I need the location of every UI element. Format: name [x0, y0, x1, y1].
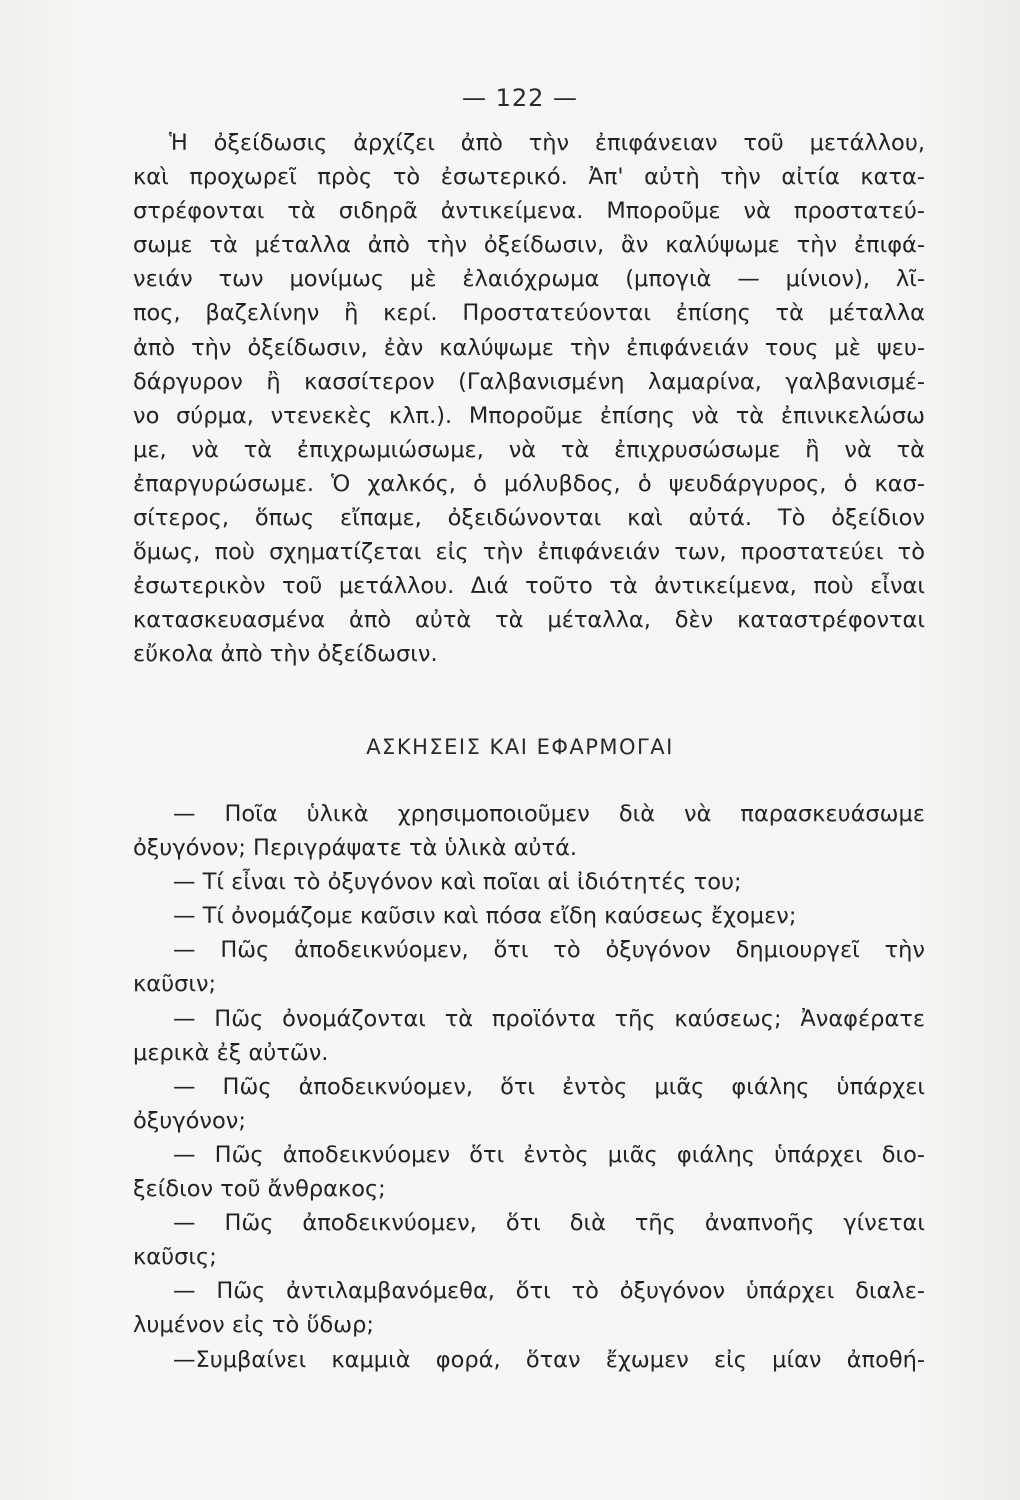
exercise-question-line: —Συμβαίνει καμμιὰ φορά, ὅταν ἔχωμεν εἰς μίαν ἀποθή- [173, 1346, 925, 1373]
paragraph-line: πος, βαζελίνην ἢ κερί. Προστατεύονται ἐπίσης τὰ μέταλλα [133, 300, 925, 327]
paragraph-line: ἐσωτερικὸν τοῦ μετάλλου. Διά τοῦτο τὰ ἀντικείμενα, ποὺ εἶναι [133, 573, 925, 600]
exercise-continuation-line: καῦσις; [133, 1244, 217, 1271]
paragraph-line: Ἡ ὀξείδωσις ἀρχίζει ἀπὸ τὴν ἐπιφάνειαν τοῦ μετάλλου, [169, 130, 925, 156]
section-heading: ΑΣΚΗΣΕΙΣ ΚΑΙ ΕΦΑΡΜΟΓΑΙ [366, 735, 674, 759]
exercise-continuation-line: μερικὰ ἐξ αὐτῶν. [133, 1039, 329, 1066]
exercise-question-line: — Ποῖα ὑλικὰ χρησιμοποιοῦμεν διὰ νὰ παρασκευάσωμε [173, 801, 925, 827]
paragraph-line: δάργυρον ἢ κασσίτερον (Γαλβανισμένη λαμαρίνα, γαλβανισμέ- [133, 368, 925, 395]
exercise-question-line: — Πῶς ἀποδεικνύομεν, ὅτι τὸ ὀξυγόνον δημιουργεῖ τὴν [173, 937, 925, 964]
exercise-continuation-line: ὀξυγόνον; [133, 1107, 246, 1134]
paragraph-line: στρέφονται τὰ σιδηρᾶ ἀντικείμενα. Μποροῦμε νὰ προστατεύ- [133, 198, 925, 225]
exercise-question-line: — Τί εἶναι τὸ ὀξυγόνον καὶ ποῖαι αἱ ἰδιότητές του; [173, 869, 742, 896]
exercise-continuation-line: λυμένον εἰς τὸ ὕδωρ; [133, 1312, 374, 1339]
exercise-continuation-line: ξείδιον τοῦ ἄνθρακος; [133, 1176, 386, 1203]
exercise-question-line: — Πῶς ἀποδεικνύομεν, ὅτι ἐντὸς μιᾶς φιάλης ὑπάρχει [173, 1073, 925, 1100]
paragraph-line: εὔκολα ἀπὸ τὴν ὀξείδωσιν. [133, 641, 438, 668]
main-paragraph [133, 126, 925, 672]
paragraph-line: νο σύρμα, ντενεκὲς κλπ.). Μποροῦμε ἐπίσης νὰ τὰ ἐπινικελώσω [133, 402, 925, 429]
exercise-question-line: — Τί ὀνομάζομε καῦσιν καὶ πόσα εἴδη καύσεως ἔχομεν; [173, 903, 797, 930]
paragraph-line: καὶ προχωρεῖ πρὸς τὸ ἐσωτερικό. Ἀπ' αὐτὴ τὴν αἰτία κατα- [133, 164, 925, 191]
paragraph-line: κατασκευασμένα ἀπὸ αὐτὰ τὰ μέταλλα, δὲν καταστρέφονται [133, 607, 925, 634]
exercise-question-line: — Πῶς ἀποδεικνύομεν, ὅτι διὰ τῆς ἀναπνοῆς γίνεται [173, 1210, 925, 1237]
exercise-list [133, 797, 925, 1377]
page-number: — 122 — [461, 84, 579, 112]
paragraph-line: με, νὰ τὰ ἐπιχρωμιώσωμε, νὰ τὰ ἐπιχρυσώσωμε ἢ νὰ τὰ [133, 436, 925, 463]
exercise-question-line: — Πῶς ὀνομάζονται τὰ προϊόντα τῆς καύσεως; Ἀναφέρατε [173, 1005, 925, 1032]
paragraph-line: σωμε τὰ μέταλλα ἀπὸ τὴν ὀξείδωσιν, ἂν καλύψωμε τὴν ἐπιφά- [133, 232, 925, 259]
paragraph-line: ἀπὸ τὴν ὀξείδωσιν, ἐὰν καλύψωμε τὴν ἐπιφάνειάν τους μὲ ψευ- [133, 334, 925, 361]
exercise-continuation-line: ὀξυγόνον; Περιγράψατε τὰ ὑλικὰ αὐτά. [133, 835, 578, 862]
paragraph-line: σίτερος, ὅπως εἴπαμε, ὀξειδώνονται καὶ αὐτά. Τὸ ὀξείδιον [133, 505, 925, 532]
paragraph-line: ἐπαργυρώσωμε. Ὁ χαλκός, ὁ μόλυβδος, ὁ ψευδάργυρος, ὁ κασ- [133, 470, 925, 497]
paragraph-line: ὅμως, ποὺ σχηματίζεται εἰς τὴν ἐπιφάνειάν των, προστατεύει τὸ [133, 539, 925, 566]
paragraph-line: νειάν των μονίμως μὲ ἐλαιόχρωμα (μπογιὰ — μίνιον), λῖ- [133, 266, 925, 293]
exercise-question-line: — Πῶς ἀποδεικνύομεν ὅτι ἐντὸς μιᾶς φιάλης ὑπάρχει διο- [173, 1141, 925, 1168]
exercise-continuation-line: καῦσιν; [133, 971, 217, 998]
exercise-question-line: — Πῶς ἀντιλαμβανόμεθα, ὅτι τὸ ὀξυγόνον ὑπάρχει διαλε- [173, 1278, 925, 1305]
